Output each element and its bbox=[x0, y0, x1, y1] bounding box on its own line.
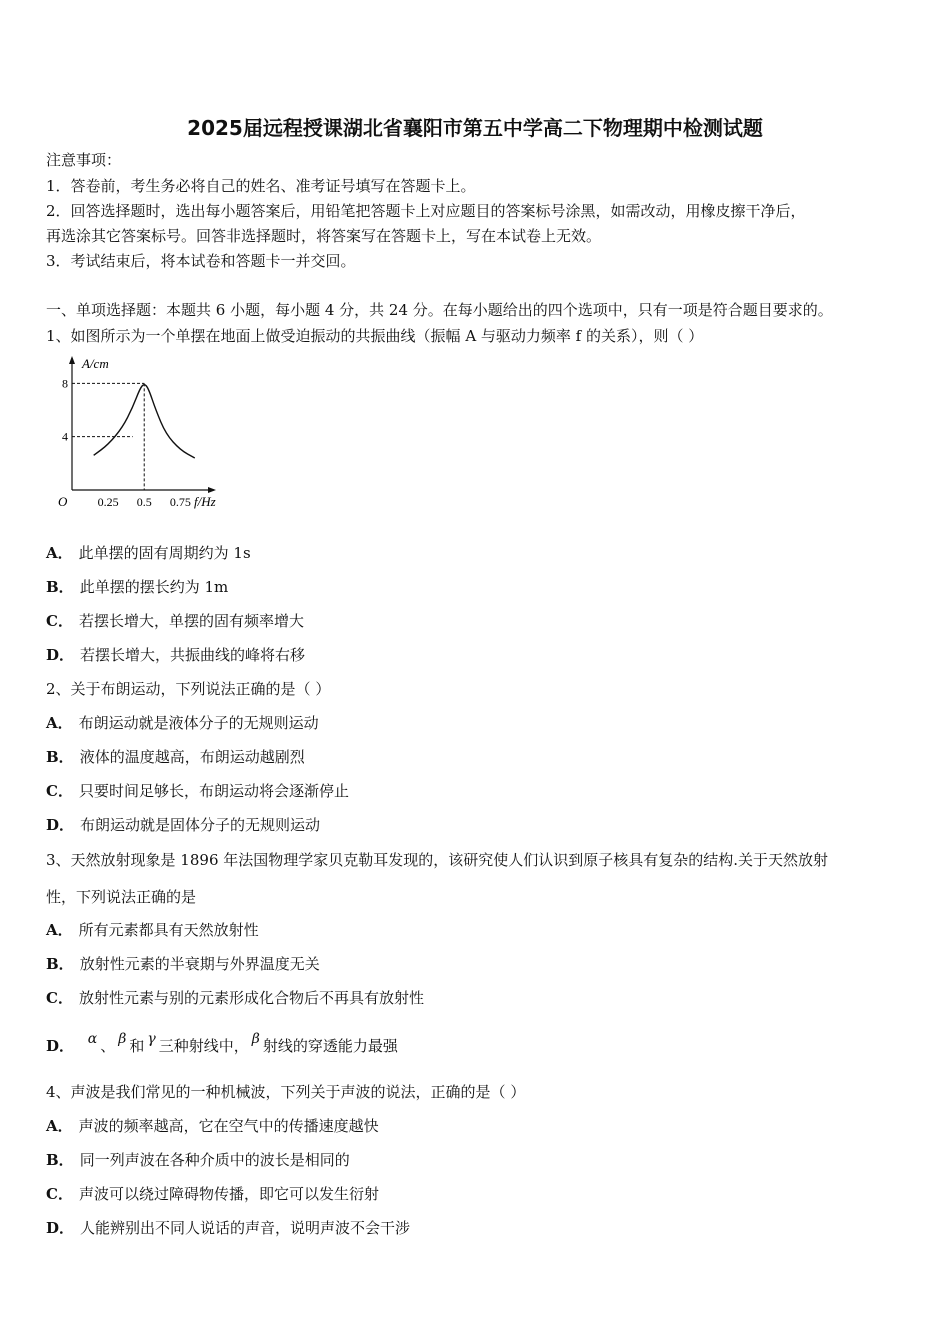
option-text: 声波可以绕过障碍物传播，即它可以发生衍射 bbox=[78, 1185, 379, 1203]
option-text: 放射性元素与别的元素形成化合物后不再具有放射性 bbox=[78, 989, 424, 1007]
question-3-stem-cont: 性，下列说法正确的是 bbox=[46, 888, 197, 906]
question-1-option-a bbox=[46, 543, 251, 563]
question-2-option-a bbox=[46, 713, 319, 733]
alpha-symbol: α bbox=[87, 1031, 98, 1047]
resonance-chart bbox=[50, 352, 240, 517]
x-tick-label: 0.25 bbox=[97, 495, 119, 509]
option-letter: D． bbox=[46, 1219, 75, 1237]
option-text: 人能辨别出不同人说话的声音，说明声波不会干涉 bbox=[80, 1219, 411, 1237]
option-text: 所有元素都具有天然放射性 bbox=[78, 921, 259, 939]
question-2-option-b bbox=[46, 747, 305, 767]
option-text: 放射性元素的半衰期与外界温度无关 bbox=[79, 955, 320, 973]
notice-item: 1．答卷前，考生务必将自己的姓名、准考证号填写在答题卡上。 bbox=[46, 177, 476, 195]
option-letter: D． bbox=[46, 816, 75, 834]
notice-heading: 注意事项： bbox=[46, 151, 122, 169]
x-tick-label: 0.75 bbox=[169, 495, 191, 509]
option-letter: C． bbox=[46, 989, 73, 1007]
question-3-option-c bbox=[46, 988, 424, 1008]
option-text: 液体的温度越高，布朗运动越剧烈 bbox=[79, 748, 305, 766]
question-1-option-c bbox=[46, 611, 304, 631]
x-tick-label: 0.5 bbox=[136, 495, 152, 509]
option-text: 此单摆的固有周期约为 1s bbox=[78, 544, 251, 562]
y-tick-label: 8 bbox=[62, 376, 68, 391]
gamma-symbol: γ bbox=[147, 1031, 156, 1047]
option-letter: D． bbox=[46, 646, 75, 664]
option-letter: B． bbox=[46, 1151, 74, 1169]
question-2-stem: 2、关于布朗运动，下列说法正确的是（ ） bbox=[46, 680, 331, 698]
option-letter: A． bbox=[46, 921, 73, 939]
origin-label: O bbox=[58, 494, 68, 509]
question-4-option-a bbox=[46, 1116, 379, 1136]
option-letter: C． bbox=[46, 1185, 73, 1203]
question-1-option-d bbox=[46, 645, 305, 665]
question-4-option-c bbox=[46, 1184, 379, 1204]
option-text: 若摆长增大，共振曲线的峰将右移 bbox=[80, 646, 306, 664]
y-axis-label: A/cm bbox=[82, 356, 109, 371]
option-letter: B． bbox=[46, 578, 74, 596]
notice-item: 3．考试结束后，将本试卷和答题卡一并交回。 bbox=[46, 252, 356, 270]
beta-symbol: β bbox=[118, 1031, 127, 1047]
question-2-option-c bbox=[46, 781, 349, 801]
question-3-option-a bbox=[46, 920, 259, 940]
option-letter: A． bbox=[46, 714, 73, 732]
and-text: 和 bbox=[129, 1037, 145, 1055]
x-axis-label: f/Hz bbox=[194, 494, 216, 509]
option-text: 此单摆的摆长约为 1m bbox=[79, 578, 229, 596]
notice-item: 2．回答选择题时，选出每小题答案后，用铅笔把答题卡上对应题目的答案标号涂黑，如需改动，用橡皮擦干净后， bbox=[46, 202, 806, 220]
notice-item: 再选涂其它答案标号。回答非选择题时，将答案写在答题卡上，写在本试卷上无效。 bbox=[46, 227, 602, 245]
option-letter: B． bbox=[46, 955, 74, 973]
question-3-option-d bbox=[46, 1031, 398, 1057]
question-4-option-d bbox=[46, 1218, 410, 1238]
option-text: 布朗运动就是固体分子的无规则运动 bbox=[80, 816, 321, 834]
question-4-option-b bbox=[46, 1150, 350, 1170]
option-letter: A． bbox=[46, 544, 73, 562]
option-letter: C． bbox=[46, 782, 73, 800]
option-text: 布朗运动就是液体分子的无规则运动 bbox=[78, 714, 319, 732]
option-letter: D． bbox=[46, 1037, 75, 1055]
x-axis-arrow bbox=[208, 487, 216, 493]
option-text: 射线的穿透能力最强 bbox=[262, 1037, 398, 1055]
beta-symbol: β bbox=[251, 1031, 260, 1047]
page-title: 2025届远程授课湖北省襄阳市第五中学高二下物理期中检测试题 bbox=[187, 116, 763, 140]
question-4-stem: 4、声波是我们常见的一种机械波，下列关于声波的说法，正确的是（ ） bbox=[46, 1083, 526, 1101]
y-tick-label: 4 bbox=[62, 429, 68, 444]
y-axis-arrow bbox=[69, 356, 75, 364]
separator: 、 bbox=[100, 1037, 116, 1055]
option-text: 同一列声波在各种介质中的波长是相同的 bbox=[79, 1151, 350, 1169]
option-letter: C． bbox=[46, 612, 73, 630]
question-3-stem: 3、天然放射现象是 1896 年法国物理学家贝克勒耳发现的，该研究使人们认识到原子核具有复杂的结构.关于天然放射 bbox=[46, 851, 829, 869]
question-2-option-d bbox=[46, 815, 320, 835]
option-text: 只要时间足够长，布朗运动将会逐渐停止 bbox=[78, 782, 349, 800]
question-1-stem: 1、如图所示为一个单摆在地面上做受迫振动的共振曲线（振幅 A 与驱动力频率 f 的关系），则（ ） bbox=[46, 327, 704, 345]
option-text: 若摆长增大，单摆的固有频率增大 bbox=[78, 612, 304, 630]
question-1-option-b bbox=[46, 577, 228, 597]
option-text: 声波的频率越高，它在空气中的传播速度越快 bbox=[78, 1117, 379, 1135]
option-letter: B． bbox=[46, 748, 74, 766]
section-heading: 一、单项选择题：本题共 6 小题，每小题 4 分，共 24 分。在每小题给出的四个选项中，只有一项是符合题目要求的。 bbox=[46, 301, 833, 319]
option-letter: A． bbox=[46, 1117, 73, 1135]
question-3-option-b bbox=[46, 954, 320, 974]
option-text: 三种射线中， bbox=[158, 1037, 249, 1055]
